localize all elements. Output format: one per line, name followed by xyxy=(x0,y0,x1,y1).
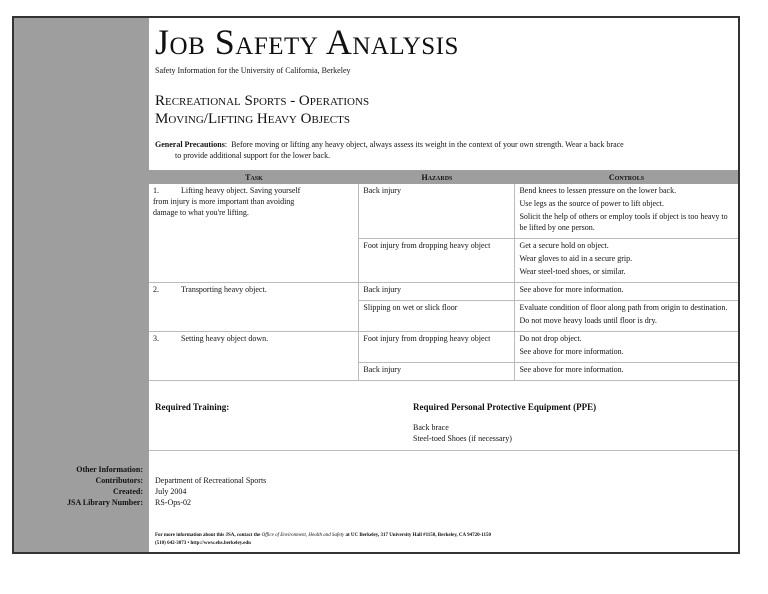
task-number: 3. xyxy=(153,334,159,343)
table-header-row xyxy=(149,170,738,184)
control-item: Do not drop object. xyxy=(519,334,582,343)
controls-cell xyxy=(515,363,738,381)
hazard-cell: Back injury xyxy=(359,184,515,239)
general-precautions-text-1: Before moving or lifting any heavy object, always assess its weight in the context of your own strength. Wear a back brace xyxy=(231,140,624,149)
task-text: Lifting heavy object. Saving yourself xyxy=(181,186,301,195)
task-cell xyxy=(149,184,359,283)
control-item: Bend knees to lessen pressure on the lower back. xyxy=(519,186,677,195)
required-ppe-label: Required Personal Protective Equipment (PPE) xyxy=(413,402,597,412)
task-text: from injury is more important than avoiding xyxy=(153,197,295,206)
ppe-item: Back brace xyxy=(413,423,449,432)
footer xyxy=(155,532,733,548)
general-precautions-label: General Precautions xyxy=(155,140,225,149)
controls-cell xyxy=(515,283,738,301)
task-text: Setting heavy object down. xyxy=(181,334,269,343)
created-label: Created: xyxy=(112,487,143,496)
controls-cell xyxy=(515,301,738,332)
control-item: See above for more information. xyxy=(519,285,624,294)
hazard-cell: Back injury xyxy=(359,283,515,301)
controls-cell xyxy=(515,332,738,363)
control-item: See above for more information. xyxy=(519,347,624,356)
controls-cell xyxy=(515,184,738,239)
hazard-cell: Foot injury from dropping heavy object xyxy=(359,332,515,363)
left-sidebar xyxy=(14,18,149,552)
task-text: damage to what you're lifting. xyxy=(153,208,249,217)
ppe-list xyxy=(413,422,512,444)
colon-separator: : xyxy=(224,140,232,149)
task-text: Transporting heavy object. xyxy=(181,285,267,294)
controls-cell xyxy=(515,239,738,283)
general-precautions-text-2: to provide additional support for the lower back. xyxy=(175,151,331,160)
library-number-label: JSA Library Number: xyxy=(67,498,143,507)
other-info-labels xyxy=(67,464,143,508)
footer-prefix: For more information about this JSA, contact the xyxy=(155,533,261,538)
hazard-cell: Slipping on wet or slick floor xyxy=(359,301,515,332)
column-header-hazards: Hazards xyxy=(359,170,515,184)
document-frame xyxy=(12,16,740,554)
table-row xyxy=(149,283,738,301)
topic-heading: Moving/Lifting Heavy Objects xyxy=(155,111,350,127)
task-number: 2. xyxy=(153,285,159,294)
control-item: Do not move heavy loads until floor is dry. xyxy=(519,316,657,325)
page-title: Job Safety Analysis xyxy=(155,22,459,62)
library-number-value: RS-Ops-02 xyxy=(155,498,192,507)
control-item: Get a secure hold on object. xyxy=(519,241,609,250)
table-row xyxy=(149,184,738,239)
jsa-table xyxy=(149,170,738,381)
task-cell xyxy=(149,283,359,332)
ppe-item: Steel-toed Shoes (if necessary) xyxy=(413,434,512,443)
main-content xyxy=(149,18,738,552)
required-training-label: Required Training: xyxy=(155,402,230,412)
hazard-cell: Back injury xyxy=(359,363,515,381)
control-item: See above for more information. xyxy=(519,365,624,374)
contributors-label: Contributors: xyxy=(95,476,143,485)
footer-suffix: at UC Berkeley, 317 University Hall #1150, Berkeley, CA 94720-1150 xyxy=(345,533,491,538)
footer-contact: (510) 642-3073 • http://www.ehs.berkeley.edu xyxy=(155,541,251,546)
general-precautions xyxy=(155,139,733,161)
other-info-values xyxy=(155,475,266,508)
contributors-value: Department of Recreational Sports xyxy=(155,476,267,485)
control-item: Wear gloves to aid in a secure grip. xyxy=(519,254,633,263)
required-section xyxy=(149,398,738,451)
task-number: 1. xyxy=(153,186,159,195)
control-item: Use legs as the source of power to lift object. xyxy=(519,199,664,208)
column-header-controls: Controls xyxy=(515,170,738,184)
hazard-cell: Foot injury from dropping heavy object xyxy=(359,239,515,283)
page-subtitle: Safety Information for the University of California, Berkeley xyxy=(155,66,351,75)
task-cell xyxy=(149,332,359,381)
column-header-task: Task xyxy=(149,170,359,184)
control-item: Evaluate condition of floor along path from origin to destination. xyxy=(519,303,728,312)
footer-office: Office of Environment, Health and Safety xyxy=(261,533,345,538)
table-row xyxy=(149,332,738,363)
other-info-label: Other Information: xyxy=(76,465,143,474)
control-item: Solicit the help of others or employ tools if object is too heavy to be lifted by one person. xyxy=(519,212,728,232)
control-item: Wear steel-toed shoes, or similar. xyxy=(519,267,626,276)
department-heading: Recreational Sports - Operations xyxy=(155,93,370,109)
created-value: July 2004 xyxy=(155,487,187,496)
